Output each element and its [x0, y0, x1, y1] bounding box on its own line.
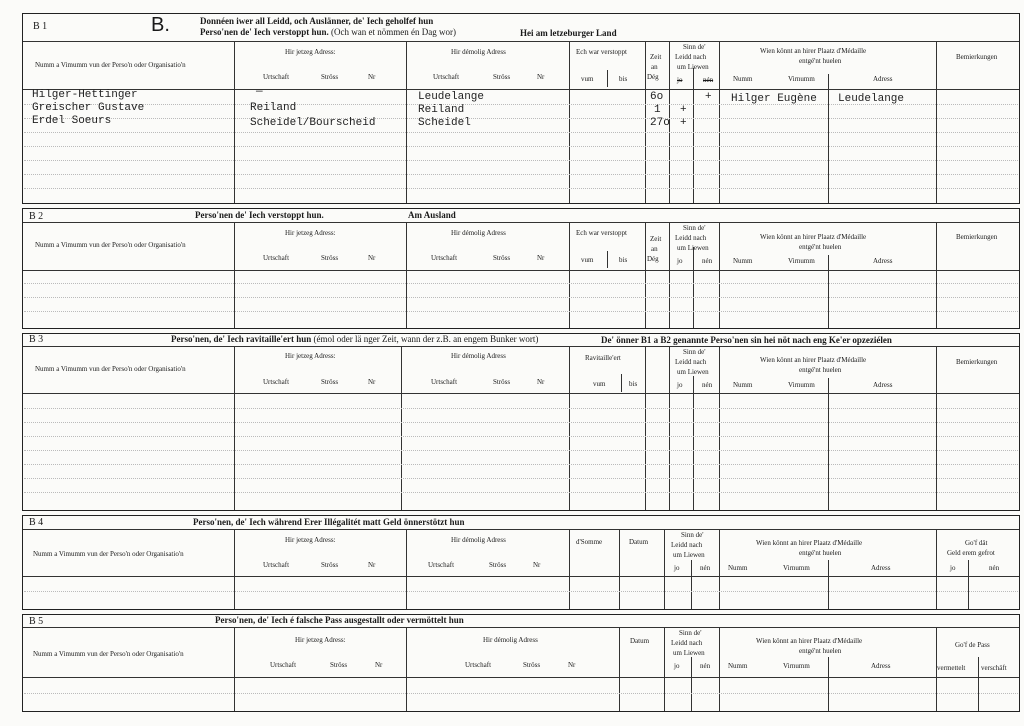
b5-head-street: Ströss	[330, 661, 348, 669]
b3-head-yes: jo	[677, 381, 683, 389]
b1-head-former-address: Hir démolig Adress	[451, 48, 506, 56]
b1-row2-name: Greischer Gustave	[32, 102, 145, 114]
b4-head-locality-2: Urtschaft	[428, 561, 455, 569]
b5-head-medal: Wien könnt an hirer Plaatz d'Médaille	[756, 637, 863, 645]
b5-head-street-2: Ströss	[523, 661, 541, 669]
b1-head-no: nén	[703, 76, 714, 84]
b5-head-medal-2: entgé'nt huelen	[799, 647, 842, 655]
b4-head-life: um Liewen	[673, 551, 705, 559]
b2-head-no: nén	[702, 257, 713, 265]
b1-row1-no: +	[705, 91, 712, 103]
b1-head-medal-2: entgé'nt huelen	[799, 57, 842, 65]
b2-head-life: um Liewen	[677, 244, 709, 252]
b5-head-nr: Nr	[375, 661, 383, 669]
b5-head-locality: Urtschaft	[270, 661, 297, 669]
b4-head-medal: Wien könnt an hirer Plaatz d'Médaille	[756, 539, 863, 547]
b3-head-locality-2: Urtschaft	[431, 378, 458, 386]
b2-head-nr-2: Nr	[537, 254, 545, 262]
b1-row1-days: 6o	[650, 91, 664, 103]
b4-head-sense: Sinn de'	[681, 531, 704, 539]
b5-head-issued: vermettelt	[937, 664, 966, 672]
b1-head-locality-2: Urtschaft	[433, 73, 460, 81]
b4-head-street: Ströss	[321, 561, 339, 569]
section-b1-title-3: Hei am letzeburger Land	[520, 28, 617, 38]
section-b4-code: B 4	[29, 517, 44, 528]
b3-head-remarks: Bemierkungen	[956, 358, 998, 366]
b2-head-time-1: Zeit	[650, 235, 662, 243]
b1-head-to: bis	[619, 75, 628, 83]
b2-head-to: bis	[619, 256, 628, 264]
b2-head-former-address: Hir démolig Adress	[451, 229, 506, 237]
b1-row2-former-locality: Reiland	[418, 104, 465, 116]
b5-head-life: um Liewen	[673, 649, 705, 657]
b1-head-street-2: Ströss	[493, 73, 511, 81]
b4-head-date: Datum	[629, 538, 649, 546]
b2-head-medal-2: entgé'nt huelen	[799, 243, 842, 251]
section-b2-subtitle: Am Ausland	[408, 210, 456, 220]
b4-head-former-address: Hir démolig Adress	[451, 536, 506, 544]
b4-head-money-1: Go'f dät	[965, 539, 988, 547]
b3-head-from: vum	[593, 380, 606, 388]
b5-head-surname: Numm	[728, 662, 748, 670]
b1-head-life: um Liewen	[677, 63, 709, 71]
b1-row2-yes: +	[680, 104, 687, 116]
b3-head-harm: Leidd nach	[675, 358, 707, 366]
b3-head-name: Numm a Vimumm vun der Perso'n oder Organisatio'n	[35, 365, 186, 373]
b2-head-nr: Nr	[368, 254, 376, 262]
b1-head-time-1: Zeit	[650, 53, 662, 61]
b1-head-firstname: Virnumm	[788, 75, 815, 83]
section-b5-code: B 5	[29, 616, 44, 627]
b3-head-street-2: Ströss	[493, 378, 511, 386]
b3-head-firstname: Virnumm	[788, 381, 815, 389]
b5-head-arranged: verschäft	[981, 664, 1007, 672]
b3-head-nr-2: Nr	[537, 378, 545, 386]
b1-head-surname: Numm	[733, 75, 753, 83]
b4-head-yes: jo	[674, 564, 680, 572]
section-b3-title: Perso'nen, de' Iech ravitaille'ert hun (émol oder lä nger Zeit, wann der z.B. an engem Bunker wort)	[171, 334, 539, 344]
b5-head-date: Datum	[630, 637, 650, 645]
b2-head-harm: Leidd nach	[675, 234, 707, 242]
b3-head-former-address: Hir démolig Adress	[451, 352, 506, 360]
b3-head-nr: Nr	[368, 378, 376, 386]
b3-head-medal: Wien könnt an hirer Plaatz d'Médaille	[760, 356, 867, 364]
b2-head-from: vum	[581, 256, 594, 264]
b3-head-address: Adress	[873, 381, 893, 389]
b4-head-harm: Leidd nach	[671, 541, 703, 549]
b4-head-medal-2: entgé'nt huelen	[799, 549, 842, 557]
b4-head-current-address: Hir jetzeg Adress:	[285, 536, 336, 544]
section-b3-subtitle: De' önner B1 a B2 genannte Perso'nen sin hei nöt nach eng Ke'er opzeziélen	[601, 335, 892, 345]
b4-head-nr-2: Nr	[533, 561, 541, 569]
b1-row3-name: Erdel Soeurs	[32, 115, 112, 127]
b4-head-address: Adress	[871, 564, 891, 572]
b3-head-supplied: Ravitaille'ert	[585, 354, 621, 362]
b4-head-locality: Urtschaft	[263, 561, 290, 569]
b3-head-medal-2: entgé'nt huelen	[799, 366, 842, 374]
b1-head-nr: Nr	[368, 73, 376, 81]
b2-head-remarks: Bemierkungen	[956, 233, 998, 241]
b4-head-name: Numm a Vimumm vun der Perso'n oder Organisatio'n	[33, 550, 184, 558]
b5-head-name: Numm a Vimumm vun der Perso'n oder Organisatio'n	[33, 650, 184, 658]
b1-row1-medal-address: Leudelange	[838, 93, 905, 105]
b1-row3-former-locality: Scheidel	[418, 117, 471, 129]
b1-head-remarks: Bemierkungen	[956, 53, 998, 61]
b1-head-medal: Wien könnt an hirer Plaatz d'Médaille	[760, 47, 867, 55]
b2-head-street-2: Ströss	[493, 254, 511, 262]
b1-row1-former-locality: Leudelange	[418, 91, 485, 103]
b3-head-street: Ströss	[321, 378, 339, 386]
b1-head-from: vum	[581, 75, 594, 83]
b2-head-surname: Numm	[733, 257, 753, 265]
b1-head-current-address: Hir jetzeg Adress:	[285, 48, 336, 56]
b5-head-harm: Leidd nach	[671, 639, 703, 647]
b4-head-sum: d'Somme	[576, 538, 603, 546]
b2-head-time-3: Dég	[647, 255, 659, 263]
section-b1-code: B 1	[33, 21, 48, 32]
b2-head-medal: Wien könnt an hirer Plaatz d'Médaille	[760, 233, 867, 241]
b1-row2-days: 1	[654, 104, 661, 116]
b4-head-no: nén	[700, 564, 711, 572]
b5-head-locality-2: Urtschaft	[465, 661, 492, 669]
b3-head-locality: Urtschaft	[263, 378, 290, 386]
b2-head-name: Numm a Vimumm vun der Perso'n oder Organisatio'n	[35, 241, 186, 249]
b1-head-locality: Urtschaft	[263, 73, 290, 81]
b1-row3-days: 27o	[650, 117, 670, 129]
b1-row3-current-locality: Scheidel/Bourscheid	[250, 117, 376, 129]
b3-head-sense: Sinn de'	[683, 348, 706, 356]
b2-head-firstname: Virnumm	[788, 257, 815, 265]
b1-head-hidden: Ech war verstoppt	[576, 48, 627, 56]
b5-head-sense: Sinn de'	[679, 629, 702, 637]
b1-row1-current-locality: —	[256, 86, 263, 98]
b5-head-firstname: Virnumm	[783, 662, 810, 670]
b4-head-street-2: Ströss	[489, 561, 507, 569]
b2-head-current-address: Hir jetzeg Adress:	[285, 229, 336, 237]
section-b2-code: B 2	[29, 211, 44, 222]
section-b4	[22, 515, 1020, 610]
b1-head-street: Ströss	[321, 73, 339, 81]
b3-head-to: bis	[629, 380, 638, 388]
section-b1-big-letter: B.	[151, 14, 170, 36]
b1-row1-medal-name: Hilger Eugène	[731, 93, 817, 105]
b5-head-nr-2: Nr	[568, 661, 576, 669]
b5-head-pass: Go'f de Pass	[955, 641, 990, 649]
section-b4-title: Perso'nen, de' Iech während Erer Illégalitét matt Geld önnerstötzt hun	[193, 517, 465, 527]
b1-head-nr-2: Nr	[537, 73, 545, 81]
b2-head-yes: jo	[677, 257, 683, 265]
section-b2-title: Perso'nen de' Iech verstoppt hun.	[195, 210, 324, 220]
b1-row2-current-locality: Reiland	[250, 102, 297, 114]
b5-head-former-address: Hir démolig Adress	[483, 636, 538, 644]
b3-head-life: um Liewen	[677, 368, 709, 376]
b5-head-yes: jo	[674, 662, 680, 670]
b2-head-sense: Sinn de'	[683, 224, 706, 232]
b2-head-time-2: an	[651, 245, 658, 253]
b1-row3-yes: +	[680, 117, 687, 129]
b2-head-address: Adress	[873, 257, 893, 265]
b5-head-current-address: Hir jetzeg Adress:	[295, 636, 346, 644]
b1-head-name: Numm a Vimumm vun der Perso'n oder Organisatio'n	[35, 61, 186, 69]
b2-head-locality: Urtschaft	[263, 254, 290, 262]
b3-head-surname: Numm	[733, 381, 753, 389]
b4-head-surname: Numm	[728, 564, 748, 572]
b4-head-money-no: nén	[989, 564, 1000, 572]
section-b3	[22, 333, 1020, 511]
b4-head-nr: Nr	[368, 561, 376, 569]
section-b5-title: Perso'nen, de' Iech é falsche Pass ausgestallt oder vermöttelt hun	[215, 615, 464, 625]
b5-head-address: Adress	[871, 662, 891, 670]
b1-head-harm: Leidd nach	[675, 53, 707, 61]
section-b3-code: B 3	[29, 334, 44, 345]
b1-head-yes: jo	[677, 76, 683, 84]
b2-head-locality-2: Urtschaft	[431, 254, 458, 262]
b2-head-street: Ströss	[321, 254, 339, 262]
b4-head-money-yes: jo	[950, 564, 956, 572]
section-b2	[22, 208, 1020, 329]
b1-row1-name: Hilger-Hettinger	[32, 89, 138, 101]
section-b1-title-2: Perso'nen de' Iech verstoppt hun. (Och wan et nömmen én Dag wor)	[200, 27, 456, 37]
b1-head-address: Adress	[873, 75, 893, 83]
b2-head-hidden: Ech war verstoppt	[576, 229, 627, 237]
b1-head-time-3: Dég	[647, 73, 659, 81]
b1-head-sense: Sinn de'	[683, 43, 706, 51]
section-b5	[22, 614, 1020, 712]
section-b1-title-1: Donnéen iwer all Leidd, och Auslänner, de' Iech geholfef hun	[200, 16, 434, 26]
b4-head-firstname: Virnumm	[783, 564, 810, 572]
b3-head-current-address: Hir jetzeg Adress:	[285, 352, 336, 360]
b5-head-no: nén	[700, 662, 711, 670]
b1-head-time-2: an	[651, 63, 658, 71]
section-b1	[22, 13, 1020, 204]
b4-head-money-2: Geld erem gefrot	[947, 549, 995, 557]
b3-head-no: nén	[702, 381, 713, 389]
